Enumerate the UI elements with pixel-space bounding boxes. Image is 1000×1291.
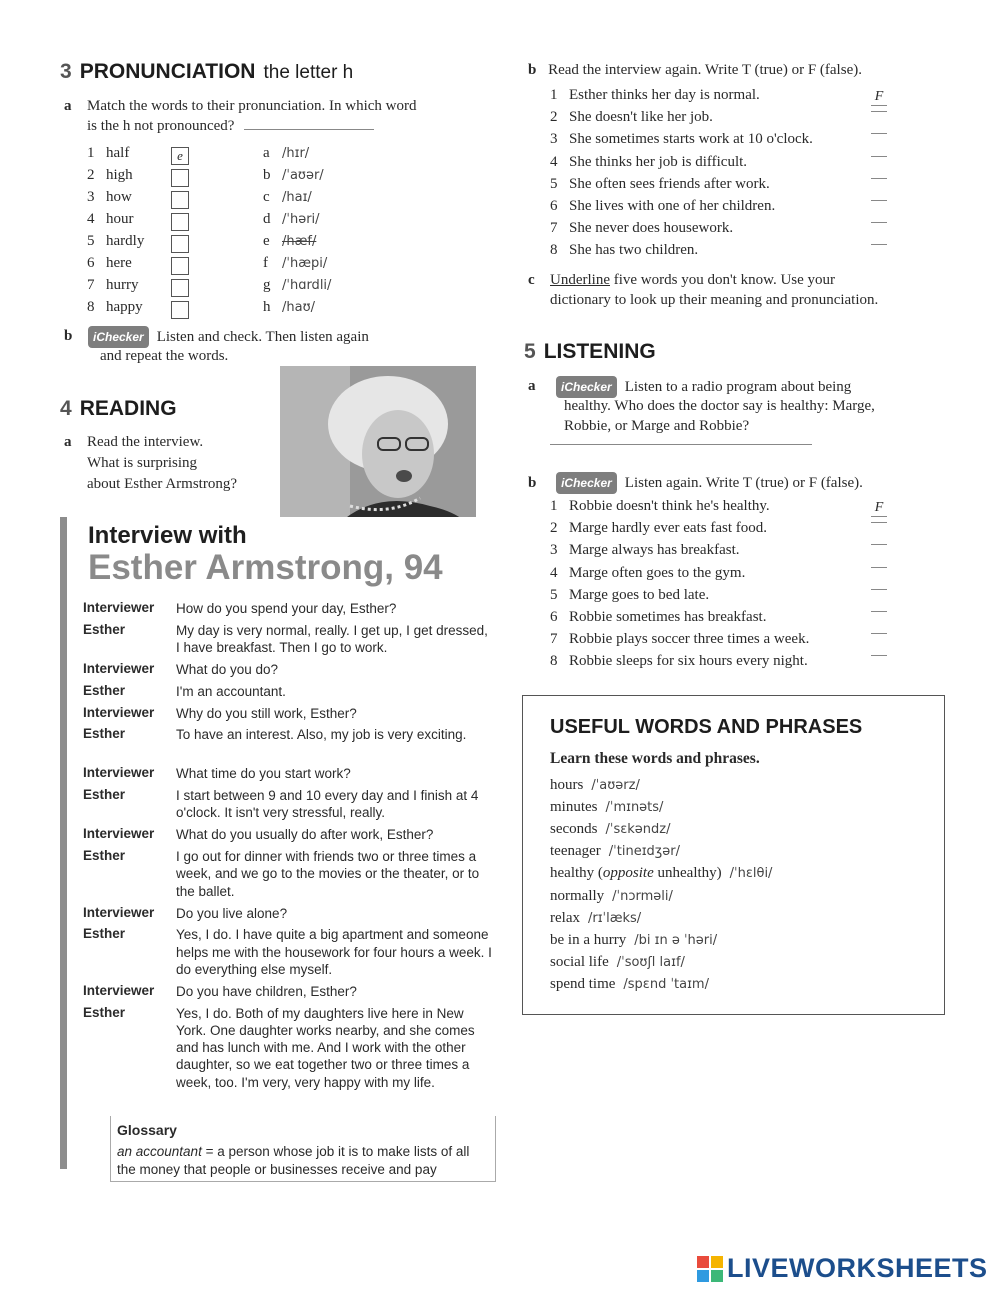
item-number: 5 <box>87 233 95 249</box>
term: relax <box>550 909 580 926</box>
tf-statement <box>550 520 767 537</box>
match-box[interactable] <box>171 301 189 319</box>
statement-text: She never does housework. <box>569 220 734 237</box>
speaker-name: Interviewer <box>83 904 155 920</box>
useful-item <box>550 799 663 816</box>
speaker-name: Interviewer <box>83 982 155 998</box>
speaker-name: Esther <box>83 621 126 637</box>
exercise-5b <box>528 472 863 494</box>
tf-statement <box>550 154 747 171</box>
useful-item <box>550 843 680 860</box>
word: happy <box>106 299 143 315</box>
utterance: I start between 9 and 10 every day and I finish at 4 o'clock. It isn't very stressful, really. <box>176 788 479 821</box>
speaker-name: Esther <box>83 787 126 803</box>
term: teenager <box>550 843 601 860</box>
useful-item <box>550 888 673 905</box>
tf-answer[interactable] <box>871 244 887 245</box>
exercise-3b <box>64 326 484 364</box>
utterance: What do you usually do after work, Esther? <box>176 827 434 843</box>
speaker-name: Interviewer <box>83 600 155 615</box>
tf-answer[interactable] <box>871 222 887 223</box>
tf-answer[interactable] <box>871 633 887 634</box>
speaker-name: Esther <box>83 726 126 742</box>
pronunciation: /haɪ/ <box>282 190 312 205</box>
term: hours <box>550 777 584 793</box>
interview-title: Interview with <box>88 522 247 549</box>
speaker-name: Esther <box>83 926 126 942</box>
tf-statement <box>550 587 709 604</box>
tf-answer[interactable]: F <box>871 500 887 517</box>
tf-statement <box>550 565 745 582</box>
utterance: Yes, I do. I have quite a big apartment and someone helps me with the housework for four hours a week. I do everything else myself. <box>176 927 492 977</box>
exercise-label: a <box>528 378 536 394</box>
match-box[interactable] <box>171 169 189 187</box>
option-letter: d <box>263 211 271 227</box>
statement-text: Robbie plays soccer three times a week. <box>569 631 810 648</box>
word: half <box>106 145 130 161</box>
term: minutes <box>550 799 598 816</box>
glossary-box <box>110 1116 496 1182</box>
section-3-heading <box>60 60 353 84</box>
exercise-label: a <box>64 434 72 450</box>
item-number: 6 <box>550 609 558 625</box>
section-title: LISTENING <box>543 340 656 363</box>
useful-item <box>550 976 709 993</box>
instruction-line2: and repeat the words. <box>100 348 229 364</box>
instruction-line: Robbie, or Marge and Robbie? <box>564 418 750 434</box>
word: here <box>106 255 132 271</box>
pronunciation: /ˈtineɪdʒər/ <box>608 844 681 860</box>
pronunciation: /bi ɪn ə ˈhəri/ <box>634 932 718 948</box>
tf-statement <box>550 242 698 259</box>
statement-text: She sometimes starts work at 10 o'clock. <box>569 131 813 148</box>
section-4-heading <box>60 397 177 421</box>
instruction-line: Read the interview. <box>87 434 204 450</box>
utterance: What do you do? <box>176 661 279 677</box>
section-title: PRONUNCIATION <box>79 60 256 83</box>
item-number: 3 <box>550 131 558 148</box>
item-number: 5 <box>550 586 558 603</box>
utterance: What time do you start work? <box>176 766 351 782</box>
option-letter: c <box>263 189 270 205</box>
liveworksheets-icon <box>697 1256 723 1282</box>
instruction: Match the words to their pronunciation. In which word <box>87 98 417 114</box>
answer-blank[interactable] <box>244 129 374 130</box>
item-number: 1 <box>87 145 95 161</box>
pronunciation: /ˈaʊər/ <box>282 168 324 183</box>
useful-title: USEFUL WORDS AND PHRASES <box>550 716 863 738</box>
liveworksheets-logo <box>697 1253 988 1284</box>
item-number: 3 <box>550 542 558 559</box>
tf-answer[interactable] <box>871 178 887 179</box>
statement-text: Marge goes to bed late. <box>569 586 710 603</box>
instruction-line: What is surprising <box>87 455 197 471</box>
section-number: 4 <box>60 397 72 420</box>
useful-subtitle: Learn these words and phrases. <box>550 750 760 767</box>
instruction-line2: dictionary to look up their meaning and pronunciation. <box>550 292 879 308</box>
word: high <box>106 167 133 183</box>
utterance: I'm an accountant. <box>176 683 286 699</box>
section-subtitle: the letter h <box>263 62 354 83</box>
speaker-name: Interviewer <box>83 826 155 842</box>
item-number: 5 <box>550 175 558 192</box>
exercise-4a <box>64 432 237 492</box>
glossary-title: Glossary <box>117 1122 177 1138</box>
statement-text: Robbie sometimes has breakfast. <box>569 609 767 625</box>
statement-text: Marge often goes to the gym. <box>569 564 746 581</box>
statement-text: She thinks her job is difficult. <box>569 153 748 170</box>
statement-text: She has two children. <box>569 242 699 259</box>
useful-item <box>550 910 641 927</box>
word: hour <box>106 211 134 227</box>
term-opposite: opposite <box>602 865 654 882</box>
option-letter: h <box>263 299 271 315</box>
word: how <box>106 189 132 205</box>
match-box[interactable] <box>171 235 189 253</box>
item-number: 7 <box>550 220 558 237</box>
option-letter: g <box>263 277 271 293</box>
pronunciation: /hæf/ <box>282 234 317 249</box>
tf-answer[interactable] <box>871 111 887 112</box>
match-box[interactable]: e <box>171 147 189 165</box>
option-letter: e <box>263 233 270 249</box>
statement-text: Marge always has breakfast. <box>569 542 740 559</box>
tf-answer[interactable] <box>871 200 887 201</box>
useful-item <box>550 865 772 882</box>
tf-statement <box>550 653 808 670</box>
instruction-line: about Esther Armstrong? <box>87 476 237 492</box>
tf-statement <box>550 176 770 193</box>
statement-text: Marge hardly ever eats fast food. <box>569 520 767 537</box>
term: spend time <box>550 975 616 992</box>
match-box[interactable] <box>171 257 189 275</box>
item-number: 1 <box>550 87 558 103</box>
utterance: Do you live alone? <box>176 905 288 921</box>
statement-text: She often sees friends after work. <box>569 175 770 192</box>
tf-answer[interactable] <box>871 589 887 590</box>
exercise-4b <box>528 60 862 80</box>
exercise-label: b <box>528 62 537 78</box>
speaker-name: Interviewer <box>83 765 155 781</box>
pronunciation: /ˈhæpi/ <box>282 256 328 271</box>
tf-statement <box>550 631 809 648</box>
interview-subject: Esther Armstrong, 94 <box>88 548 443 587</box>
utterance: Do you have children, Esther? <box>176 983 357 999</box>
exercise-label: c <box>528 272 535 288</box>
exercise-label: b <box>64 328 73 344</box>
utterance: Yes, I do. Both of my daughters live here in New York. One daughter works nearby, and she comes and has lunch with me. And I work with the other daughter, so we eat together two or three times a week, too. I'm very, very happy with my life. <box>176 1005 475 1090</box>
instruction: Listen again. Write T (true) or F (false). <box>624 475 863 491</box>
tf-answer[interactable]: F <box>871 89 887 106</box>
ichecker-icon[interactable]: iChecker <box>556 376 617 398</box>
statement-text: Robbie doesn't think he's healthy. <box>569 498 770 514</box>
speaker-name: Esther <box>83 1004 126 1020</box>
item-number: 1 <box>550 498 558 514</box>
useful-item <box>550 954 685 971</box>
pronunciation: /ˈsɛkəndz/ <box>605 822 671 838</box>
item-number: 2 <box>550 520 558 537</box>
tf-statement <box>550 131 813 148</box>
statement-text: She doesn't like her job. <box>569 109 713 126</box>
tf-answer[interactable] <box>871 156 887 157</box>
tf-statement <box>550 109 713 126</box>
ichecker-icon[interactable]: iChecker <box>556 472 617 494</box>
exercise-4c <box>528 270 879 308</box>
pronunciation: /spɛnd ˈtaɪm/ <box>623 976 709 992</box>
utterance: To have an interest. Also, my job is very exciting. <box>176 727 467 743</box>
term: be in a hurry <box>550 931 627 948</box>
speaker-name: Esther <box>83 682 126 698</box>
pronunciation: /ˈhɛlθi/ <box>729 866 773 882</box>
tf-answer[interactable] <box>871 567 887 568</box>
utterance: I go out for dinner with friends two or three times a week, and we go to the movies or the theater, or to the ballet. <box>176 849 480 899</box>
item-number: 4 <box>550 153 558 170</box>
instruction: Listen and check. Then listen again <box>156 329 369 345</box>
glossary-entry <box>117 1143 491 1178</box>
match-box[interactable] <box>171 279 189 297</box>
tf-answer[interactable] <box>871 544 887 545</box>
pronunciation: /ˈhəri/ <box>282 212 320 227</box>
instruction-line: healthy. Who does the doctor say is healthy: Marge, <box>564 398 875 414</box>
tf-answer[interactable] <box>871 522 887 523</box>
option-letter: f <box>263 255 268 271</box>
pronunciation: /ˈmɪnəts/ <box>605 800 664 816</box>
tf-statement <box>550 609 766 626</box>
item-number: 4 <box>87 211 95 227</box>
exercise-3a <box>64 96 494 134</box>
statement-text: Robbie sleeps for six hours every night. <box>569 653 808 670</box>
item-number: 4 <box>550 564 558 581</box>
useful-item <box>550 821 670 838</box>
pronunciation: /ˈsoʊʃl laɪf/ <box>616 954 685 970</box>
tf-statement <box>550 198 775 215</box>
tf-statement <box>550 220 733 237</box>
term: healthy ( <box>550 865 603 882</box>
pronunciation: /rɪˈlæks/ <box>587 910 642 926</box>
pronunciation: /ˈhɑrdli/ <box>282 278 332 293</box>
useful-item <box>550 777 640 794</box>
term: normally <box>550 887 605 904</box>
utterance: How do you spend your day, Esther? <box>176 601 397 616</box>
item-number: 7 <box>550 631 558 648</box>
exercise-5a <box>528 376 875 434</box>
term: seconds <box>550 821 598 838</box>
brand-name: LIVEWORKSHEETS <box>727 1253 988 1283</box>
pronunciation: /haʊ/ <box>282 300 315 315</box>
item-number: 2 <box>87 167 95 183</box>
instruction-line2: is the h not pronounced? <box>87 118 235 134</box>
item-number: 8 <box>550 242 558 259</box>
pronunciation: /ˈnɔrməli/ <box>612 888 673 904</box>
item-number: 2 <box>550 109 558 126</box>
word: hurry <box>106 277 139 293</box>
utterance: My day is very normal, really. I get up, I get dressed, I have breakfast. Then I go to work. <box>176 622 488 656</box>
term: social life <box>550 953 609 970</box>
speaker-name: Interviewer <box>83 704 155 720</box>
match-box[interactable] <box>171 213 189 231</box>
speaker-name: Esther <box>83 848 126 864</box>
item-number: 7 <box>87 277 95 293</box>
item-number: 6 <box>550 198 558 214</box>
glossary-term: an accountant <box>117 1144 202 1159</box>
exercise-label: a <box>64 98 72 114</box>
tf-statement <box>550 87 760 104</box>
statement-text: She lives with one of her children. <box>569 198 776 214</box>
tf-answer[interactable] <box>871 611 887 612</box>
item-number: 8 <box>87 299 95 315</box>
ichecker-icon[interactable]: iChecker <box>88 326 149 348</box>
speaker-name: Interviewer <box>83 660 155 676</box>
instruction: Read the interview again. Write T (true) or F (false). <box>548 62 862 78</box>
statement-text: Esther thinks her day is normal. <box>569 87 760 103</box>
tf-statement <box>550 542 740 559</box>
utterance: Why do you still work, Esther? <box>176 705 357 721</box>
pronunciation: /ˈaʊərz/ <box>591 778 640 793</box>
item-number: 6 <box>87 255 95 271</box>
section-number: 5 <box>524 340 536 363</box>
instruction: Listen to a radio program about being <box>624 379 852 395</box>
match-box[interactable] <box>171 191 189 209</box>
tf-answer[interactable] <box>871 655 887 656</box>
answer-blank[interactable] <box>550 444 812 445</box>
useful-item <box>550 932 717 949</box>
tf-statement <box>550 498 770 515</box>
section-5-heading <box>524 340 656 364</box>
term-rest: unhealthy) <box>653 865 722 882</box>
section-title: READING <box>79 397 177 420</box>
option-letter: b <box>263 167 271 183</box>
tf-answer[interactable] <box>871 133 887 134</box>
glossary-definition: = a person whose job it is to make lists of all the money that people or businesses receive and pay <box>117 1144 470 1177</box>
item-number: 8 <box>550 653 558 670</box>
option-letter: a <box>263 145 270 161</box>
pronunciation: /hɪr/ <box>282 146 310 161</box>
item-number: 3 <box>87 189 95 205</box>
instruction: five words you don't know. Use your <box>613 272 836 288</box>
word: hardly <box>106 233 145 249</box>
underline-word: Underline <box>550 272 610 288</box>
exercise-label: b <box>528 475 537 491</box>
section-number: 3 <box>60 60 72 83</box>
